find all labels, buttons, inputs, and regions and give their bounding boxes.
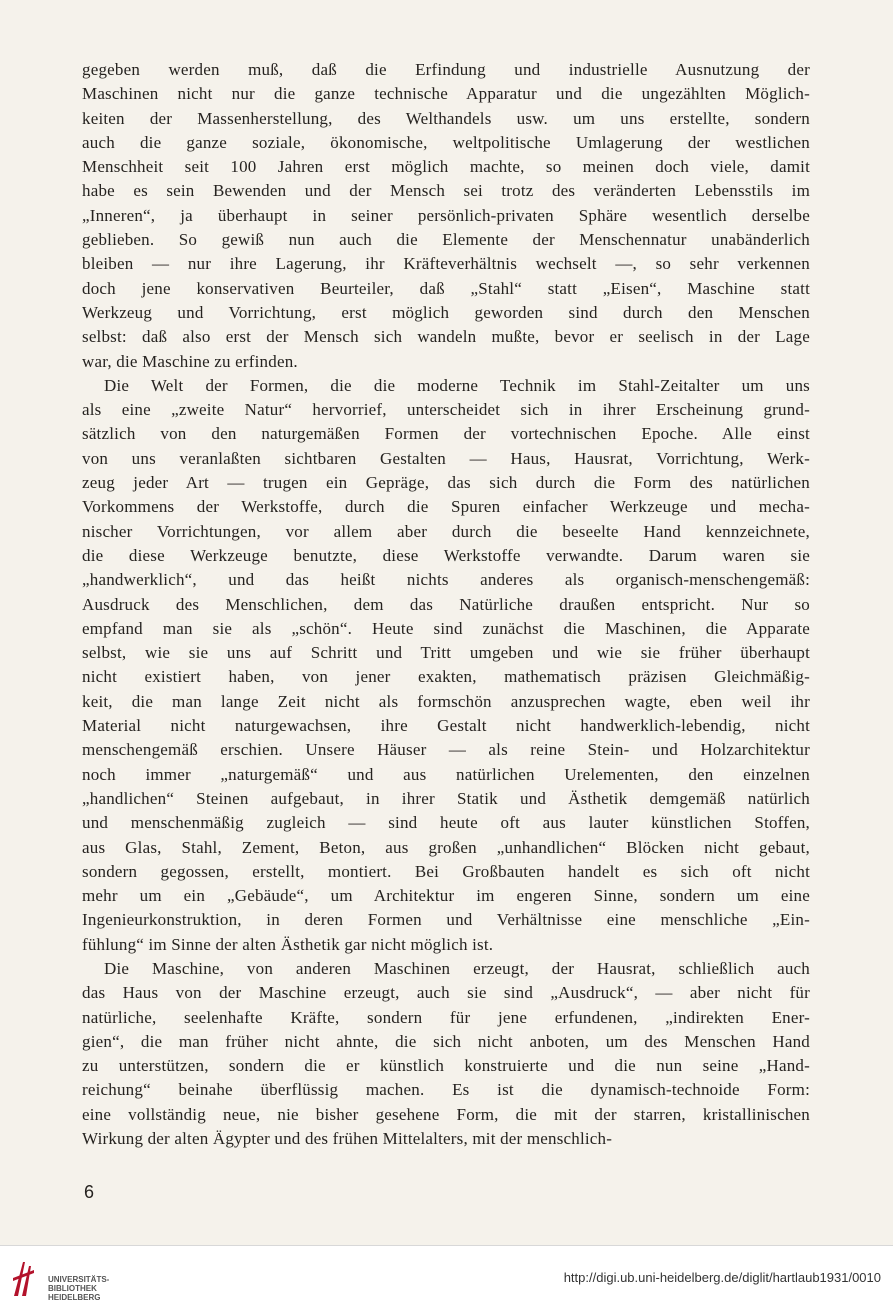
library-logo[interactable] xyxy=(10,1256,130,1304)
text-line: von uns veranlaßten sichtbaren Gestalten — Haus, Hausrat, Vorrichtung, Werk- xyxy=(82,448,810,468)
logo-line: HEIDELBERG xyxy=(48,1293,101,1302)
text-line: Die Welt der Formen, die die moderne Technik im Stahl-Zeitalter um uns xyxy=(104,375,810,395)
text-line: doch jene konservativen Beurteiler, daß „Stahl“ statt „Eisen“, Maschine statt xyxy=(82,278,810,298)
text-line: keit, die man lange Zeit nicht als formschön anzusprechen wagte, eben weil ihr xyxy=(82,691,810,711)
text-line: das Haus von der Maschine erzeugt, auch sie sind „Ausdruck“, — aber nicht für xyxy=(82,983,810,1003)
library-name xyxy=(48,1275,109,1302)
logo-line: UNIVERSITÄTS- xyxy=(48,1275,110,1284)
text-line: Ausdruck des Menschlichen, dem das Natürliche draußen entspricht. Nur so xyxy=(82,594,810,614)
text-line: selbst: daß also erst der Mensch sich wandeln mußte, bevor er seelisch in der Lage xyxy=(82,327,810,347)
text-line: war, die Maschine zu erfinden. xyxy=(82,351,298,371)
text-line: „handlichen“ Steinen aufgebaut, in ihrer Statik und Ästhetik demgemäß natürlich xyxy=(82,788,810,808)
text-line: habe es sein Bewenden und der Mensch sei trotz des veränderten Lebensstils im xyxy=(82,181,810,201)
text-line: sondern gegossen, erstellt, montiert. Bei Großbauten handelt es sich oft nicht xyxy=(82,861,810,881)
body-text xyxy=(82,58,810,1151)
text-line: nicht existiert haben, von jener exakten, mathematisch präzisen Gleichmäßig- xyxy=(82,667,810,687)
text-line: mehr um ein „Gebäude“, um Architektur im engeren Sinne, sondern um eine xyxy=(82,886,810,906)
text-line: nischer Vorrichtungen, vor allem aber durch die beseelte Hand kennzeichnete, xyxy=(82,521,810,541)
text-line: „Inneren“, ja überhaupt in seiner persönlich-privaten Sphäre wesentlich derselbe xyxy=(82,205,810,225)
text-line: die diese Werkzeuge benutzte, diese Werkstoffe verwandte. Darum waren sie xyxy=(82,545,810,565)
text-line: Maschinen nicht nur die ganze technische Apparatur und die ungezählten Möglich- xyxy=(82,84,810,104)
text-line: als eine „zweite Natur“ hervorrief, unterscheidet sich in ihrer Erscheinung grund- xyxy=(82,400,810,420)
text-line: bleiben — nur ihre Lagerung, ihr Kräfteverhältnis wechselt —, so sehr verkennen xyxy=(82,254,810,274)
text-line: auch die ganze soziale, ökonomische, weltpolitische Umlagerung der westlichen xyxy=(82,132,810,152)
text-line: eine vollständig neue, nie bisher gesehene Form, die mit der starren, kristallinischen xyxy=(82,1104,810,1124)
text-line: Menschheit seit 100 Jahren erst möglich machte, so meinen doch viele, damit xyxy=(82,157,810,177)
text-line: Ingenieurkonstruktion, in deren Formen und Verhältnisse eine menschliche „Ein- xyxy=(82,910,810,930)
footer-bar xyxy=(0,1245,893,1312)
text-line: Werkzeug und Vorrichtung, erst möglich geworden sind durch den Menschen xyxy=(82,302,810,322)
text-line: reichung“ beinahe überflüssig machen. Es ist die dynamisch-technoide Form: xyxy=(82,1080,810,1100)
text-line: zu unterstützen, sondern die er künstlich konstruierte und die nun seine „Hand- xyxy=(82,1056,810,1076)
logo-line: BIBLIOTHEK xyxy=(48,1284,97,1293)
text-line: selbst, wie sie uns auf Schritt und Tritt umgeben und wie sie früher überhaupt xyxy=(82,643,810,663)
text-line: keiten der Massenherstellung, des Welthandels usw. um uns erstellte, sondern xyxy=(82,108,810,128)
source-url-link[interactable]: http://digi.ub.uni-heidelberg.de/diglit/hartlaub1931/0010 xyxy=(563,1270,881,1285)
text-line: und menschenmäßig zugleich — sind heute oft aus lauter künstlichen Stoffen, xyxy=(82,813,810,833)
text-line: fühlung“ im Sinne der alten Ästhetik gar nicht möglich ist. xyxy=(82,934,494,954)
text-line: natürliche, seelenhafte Kräfte, sondern für jene erfundenen, „indirekten Ener- xyxy=(82,1007,810,1027)
text-line: gien“, die man früher nicht ahnte, die sich nicht anboten, um des Menschen Hand xyxy=(82,1031,810,1051)
page-number: 6 xyxy=(84,1182,95,1202)
text-line: noch immer „naturgemäß“ und aus natürlichen Urelementen, den einzelnen xyxy=(82,764,810,784)
text-line: „handwerklich“, und das heißt nichts anderes als organisch-menschengemäß: xyxy=(82,570,810,590)
text-line: sätzlich von den naturgemäßen Formen der vortechnischen Epoche. Alle einst xyxy=(82,424,810,444)
text-line: gegeben werden muß, daß die Erfindung und industrielle Ausnutzung der xyxy=(82,60,810,79)
text-line: empfand man sie als „schön“. Heute sind zunächst die Maschinen, die Apparate xyxy=(82,618,810,638)
text-line: geblieben. So gewiß nun auch die Elemente der Menschennatur unabänderlich xyxy=(82,230,810,250)
text-line: aus Glas, Stahl, Zement, Beton, aus großen „unhandlichen“ Blöcken nicht gebaut, xyxy=(82,837,810,857)
text-line: Die Maschine, von anderen Maschinen erzeugt, der Hausrat, schließlich auch xyxy=(104,958,810,978)
text-line: menschengemäß erschien. Unsere Häuser — als reine Stein- und Holzarchitektur xyxy=(82,740,810,760)
text-line: zeug jeder Art — trugen ein Gepräge, das sich durch die Form des natürlichen xyxy=(82,473,810,493)
text-line: Material nicht naturgewachsen, ihre Gestalt nicht handwerklich-lebendig, nicht xyxy=(82,716,810,736)
heidelberg-logo-icon xyxy=(10,1256,40,1300)
text-line: Wirkung der alten Ägypter und des frühen Mittelalters, mit der menschlich- xyxy=(82,1129,613,1149)
text-line: Vorkommens der Werkstoffe, durch die Spuren einfacher Werkzeuge und mecha- xyxy=(82,497,810,517)
